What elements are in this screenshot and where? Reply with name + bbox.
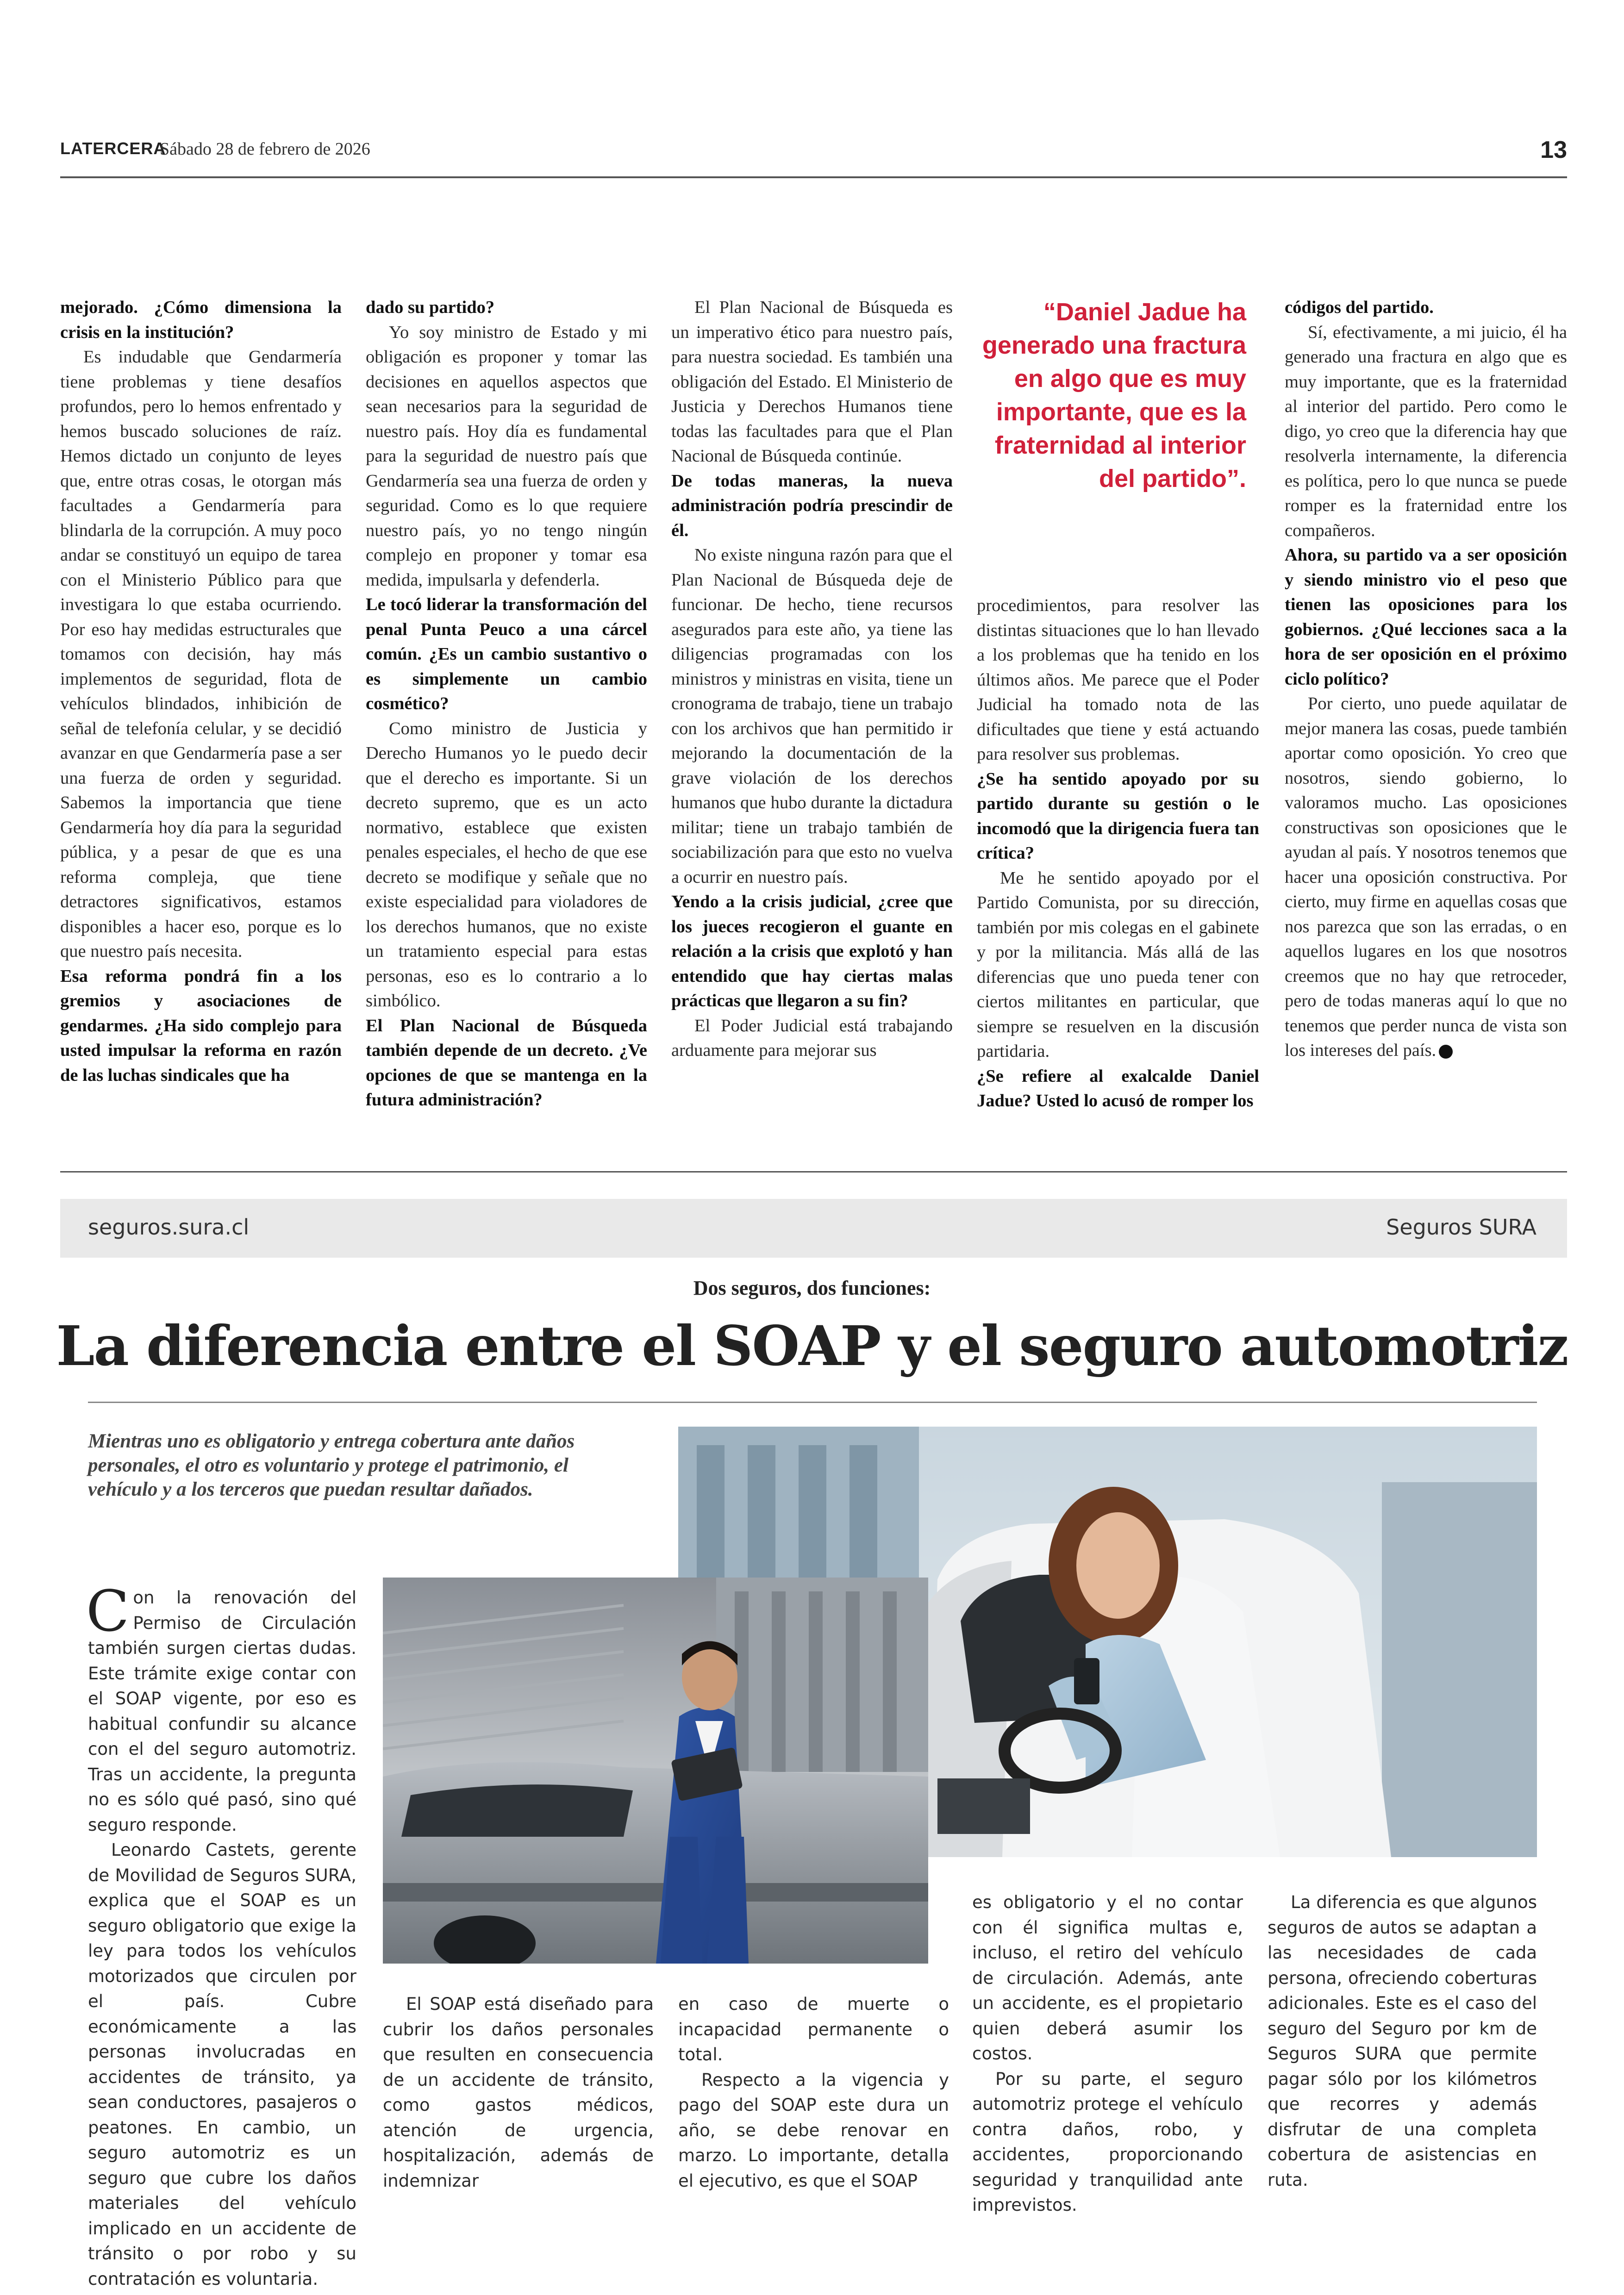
newspaper-brand: LATERCERA xyxy=(60,139,166,158)
article-column-4 xyxy=(972,1890,1243,2218)
article-paragraph: Respecto a la vigencia y pago del SOAP este dura un año, se debe renovar en marzo. Lo importante, detalla el ejecutivo, es que el SOAP xyxy=(678,2070,949,2191)
issue-date: Sábado 28 de febrero de 2026 xyxy=(160,139,370,159)
page-header xyxy=(60,139,1567,167)
interview-column-1 xyxy=(60,295,342,1088)
article-headline: La diferencia entre el SOAP y el seguro automotriz xyxy=(56,1314,1568,1378)
interview-column-2 xyxy=(366,295,647,1113)
interview-question: ¿Se refiere al exalcalde Daniel Jadue? Usted lo acusó de romper los xyxy=(977,1066,1259,1110)
interview-question: Esa reforma pondrá fin a los gremios y asociaciones de gendarmes. ¿Ha sido complejo para usted impulsar la reforma en razón de las luchas sindicales que ha xyxy=(60,966,342,1085)
header-rule xyxy=(60,176,1567,178)
article-paragraph: La diferencia es que algunos seguros de autos se adaptan a las necesidades de cada persona, ofreciendo coberturas adicionales. Este es el caso del seguro del Seguro por km de Seguros SURA que permite pagar sólo por los kilómetros que recorres y además disfrutar de una completa cobertura de asistencias en ruta. xyxy=(1268,1892,1537,2190)
article-kicker: Dos seguros, dos funciones: xyxy=(693,1277,931,1299)
ad-banner xyxy=(60,1199,1567,1258)
article-paragraph: es obligatorio y el no contar con él significa multas e, incluso, el retiro del vehículo de circulación. Además, ante un accidente, es el propietario quien deberá asumir los costos. xyxy=(972,1892,1243,2064)
article-paragraph: El SOAP está diseñado para cubrir los daños personales que resulten en consecuencia de un accidente de tránsito, como gastos médicos, atención de urgencia, hospitalización, además de indemnizar xyxy=(383,1994,654,2191)
article-paragraph: Por su parte, el seguro automotriz protege el vehículo contra daños, robo, y accidentes, proporcionando seguridad y tranquilidad ante imprevistos. xyxy=(972,2069,1243,2215)
interview-answer: Me he sentido apoyado por el Partido Comunista, por su dirección, también por mis colegas en el gabinete y por la militancia. Más allá de las diferencias que uno pueda tener con ciertos militantes en particular, que siempre se resuelven en la discusión partidaria. xyxy=(977,868,1259,1061)
article-paragraph: Con la renovación del Permiso de Circulación también surgen ciertas dudas. Este trámite exige contar con el SOAP vigente, por eso es habitual confundir su alcance con el del seguro automotriz. Tras un accidente, la pregunta no es sólo qué pasó, sino qué seguro responde. xyxy=(86,1578,356,1835)
interview-answer: Como ministro de Justicia y Derecho Humanos yo le puedo decir que el derecho es importante. Si un decreto supremo, que es un acto normativo, establece que existen penales especiales, el hecho de que ese decreto se modifique y señale que no existe especialidad para violadores de los derechos humanos, que no existe un tratamiento especial para estas personas, eso es lo contrario a lo simbólico. xyxy=(366,718,647,1010)
ad-url-link[interactable]: seguros.sura.cl xyxy=(88,1215,250,1240)
ad-brand: Seguros SURA xyxy=(1386,1215,1537,1240)
pull-quote: “Daniel Jadue ha generado una fractura en algo que es muy importante, que es la fraternidad al interior del partido”. xyxy=(982,298,1246,493)
interview-question: ¿Se ha sentido apoyado por su partido durante su gestión o le incomodó que la dirigencia fuera tan crítica? xyxy=(977,769,1259,863)
article-deck: Mientras uno es obligatorio y entrega cobertura ante daños personales, el otro es voluntario y protege el patrimonio, el vehículo y a los terceros que puedan resultar dañados. xyxy=(88,1430,575,1500)
interview-column-4 xyxy=(977,593,1259,1114)
article-paragraph: en caso de muerte o incapacidad permanente o total. xyxy=(678,1994,949,2064)
interview-answer: El Poder Judicial está trabajando arduamente para mejorar sus xyxy=(671,1016,953,1060)
page-number: 13 xyxy=(1540,137,1567,163)
interview-question: Ahora, su partido va a ser oposición y siendo ministro vio el peso que tienen las oposiciones para los gobiernos. ¿Qué lecciones saca a la hora de ser oposición en el próximo ciclo político? xyxy=(1285,545,1567,689)
section-rule xyxy=(60,1171,1567,1172)
interview-question: Yendo a la crisis judicial, ¿cree que los jueces recogieron el guante en relación a la crisis que explotó y han entendido que hay ciertas malas prácticas que llegaron a su fin? xyxy=(671,892,953,1010)
interview-question: De todas maneras, la nueva administración podría prescindir de él. xyxy=(671,471,953,540)
interview-answer: Por cierto, uno puede aquilatar de mejor manera las cosas, puede también aportar como oposición. Yo creo que nosotros, siendo gobierno, lo valoramos mucho. Las oposiciones constructivas son oposiciones que le ayudan al país. Y nosotros tenemos que hacer una oposición constructiva. Por cierto, muy firme en aquellas cosas que nos parezca que son las erradas, o en aquellos lugares en los que nosotros creemos que no hay que retroceder, pero de todas maneras aquí lo que no tenemos que perder nunca de vista son los intereses del país. xyxy=(1285,694,1567,1060)
headline-rule xyxy=(88,1402,1537,1403)
interview-question: códigos del partido. xyxy=(1285,298,1434,317)
article-column-2 xyxy=(383,1992,654,2194)
interview-answer: Es indudable que Gendarmería tiene problemas y tiene desafíos profundos, pero lo hemos enfrentado y hemos buscado soluciones de raíz. Hemos dictado un conjunto de leyes que, entre otras cosas, le otorgan más facultades a Gendarmería para blindarla de la corrupción. A muy poco andar se constituyó un equipo de tarea con el Ministerio Público para que investigara lo que estaba ocurriendo. Por eso hay medidas estructurales que tomamos con decisión, hay más implementos de seguridad, flota de vehículos blindados, inhibición de señal de telefonía celular, y se decidió avanzar en que Gendarmería pase a ser una fuerza de orden y seguridad. Sabemos la importancia que tiene Gendarmería hoy día para la seguridad pública, y a pesar de que es una reforma compleja, que tiene detractores significativos, estamos disponibles a hacer eso, porque es lo que nuestro país necesita. xyxy=(60,347,342,961)
article-paragraph: Leonardo Castets, gerente de Movilidad de Seguros SURA, explica que el SOAP es un seguro obligatorio que exige la ley para todos los vehículos motorizados que circulen por el país. Cubre económicamente a las personas involucradas en accidentes de tránsito, ya sean conductores, pasajeros o peatones. En cambio, un seguro automotriz es un seguro que cubre los daños materiales del vehículo implicado en un accidente de tránsito o por robo y su contratación es voluntaria. xyxy=(88,1840,356,2289)
interview-answer: Yo soy ministro de Estado y mi obligación es proponer y tomar las decisiones en aquellos aspectos que sean necesarios para la seguridad de nuestro país. Hoy día es fundamental para la seguridad de nuestro país que Gendarmería sea una fuerza de orden y seguridad. Como es lo que requiere nuestro país, yo no tengo ningún complejo en proponer y tomar esa medida, impulsarla y defenderla. xyxy=(366,322,647,590)
article-column-3 xyxy=(678,1992,949,2194)
end-of-article-mark xyxy=(1439,1045,1453,1059)
article-column-5 xyxy=(1268,1890,1537,2193)
interview-answer: Sí, efectivamente, a mi juicio, él ha generado una fractura en algo que es muy importante, que es la fraternidad al interior del partido. Pero como le digo, yo creo que la diferencia hay que resolverla internamente, la diferencia es política, pero lo que nunca se puede romper es la fraternidad entre los compañeros. xyxy=(1285,322,1567,540)
interview-question: dado su partido? xyxy=(366,298,495,317)
article-column-1 xyxy=(86,1578,356,2292)
drop-cap: C xyxy=(86,1578,130,1644)
interview-answer: No existe ninguna razón para que el Plan Nacional de Búsqueda deje de funcionar. De hecho, tiene recursos asegurados para este año, ya tiene las diligencias programadas con los ministros y ministras en visita, tiene un cronograma de trabajo, tiene un trabajo con los archivos que han permitido ir mejorando la documentación de la grave violación de los derechos humanos que hubo durante la dictadura militar; tiene un trabajo también de sociabilización para que esto no vuelva a ocurrir en nuestro país. xyxy=(671,545,953,887)
photo-man-with-tablet xyxy=(383,1578,928,1964)
interview-answer: El Plan Nacional de Búsqueda es un imperativo ético para nuestro país, para nuestra sociedad. Es también una obligación del Estado. El Ministerio de Justicia y Derechos Humanos tiene todas las facultades para que el Plan Nacional de Búsqueda continúe. xyxy=(671,298,953,466)
interview-question: Le tocó liderar la transformación del penal Punta Peuco a una cárcel común. ¿Es un cambio sustantivo o es simplemente un cambio cosmético? xyxy=(366,595,647,713)
interview-answer: procedimientos, para resolver las distintas situaciones que lo han llevado a los problemas que ha tenido en los últimos años. Me parece que el Poder Judicial ha tomado nota de las dificultades que tiene y está actuando para resolver sus problemas. xyxy=(977,596,1259,764)
interview-question: mejorado. ¿Cómo dimensiona la crisis en la institución? xyxy=(60,298,342,342)
interview-column-5 xyxy=(1285,295,1567,1063)
interview-question: El Plan Nacional de Búsqueda también depende de un decreto. ¿Ve opciones de que se mantenga en la futura administración? xyxy=(366,1016,647,1110)
interview-column-3 xyxy=(671,295,953,1063)
